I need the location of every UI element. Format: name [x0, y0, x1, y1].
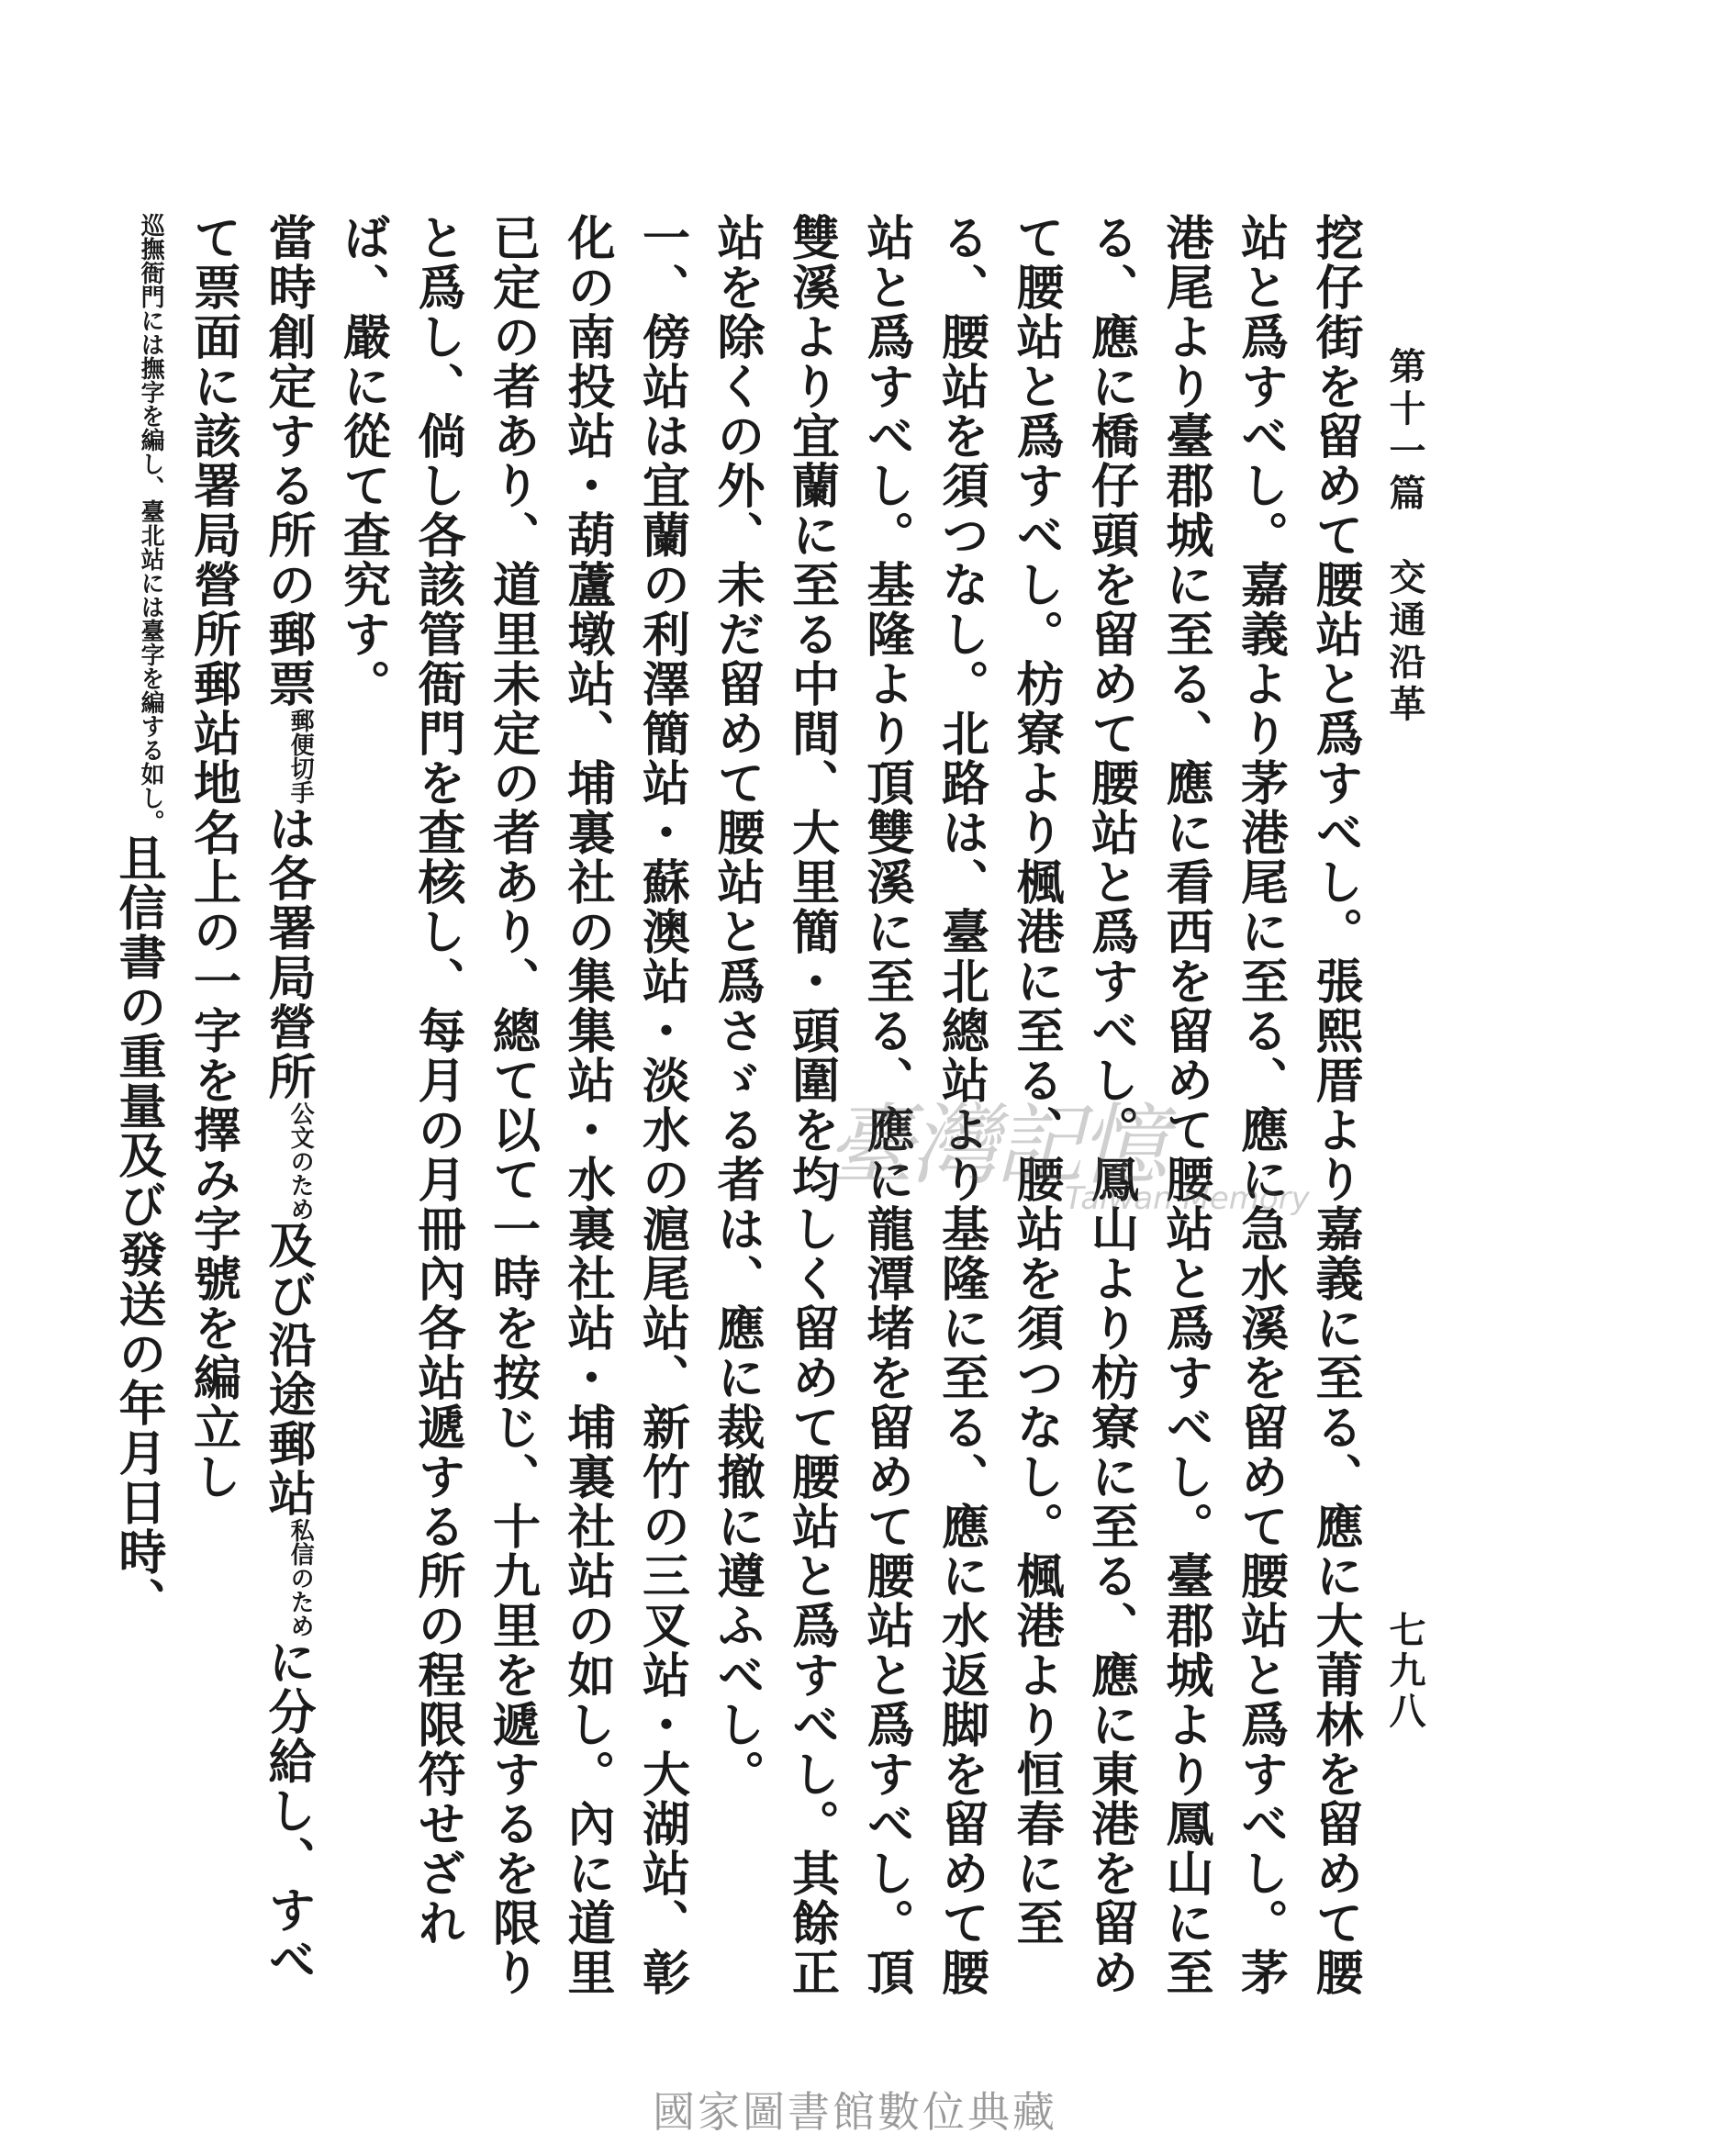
- body-text: [110, 213, 1372, 2012]
- paragraph-3-a: 當時創定する所の郵票: [260, 213, 316, 709]
- paragraph-3: [101, 213, 326, 2012]
- paragraph-3-e: 且信書の重量及び發送の年月日時、: [110, 833, 166, 1626]
- footer-credit: 國家圖書館數位典藏: [653, 2087, 1057, 2137]
- paragraph-3-c: 及び沿途郵站: [260, 1221, 316, 1518]
- paragraph-3-d: に分給し、すべて票面に該署局營所郵站地名上の一字を擇み字號を編立し: [184, 213, 316, 1984]
- paragraph-1: 挖仔街を留めて腰站と爲すべし。張熙厝より嘉義に至る、應に大莆林を留めて腰站と爲すべし。嘉義より茅港尾に至る、應に急水溪を留めて腰站と爲すべし。茅港尾より臺郡城に至る、應に看西を留めて腰站と爲すべし。臺郡城より鳳山に至る、應に橋仔頭を留めて腰站と爲すべし。鳳山より枋寮に至る、應に東港を留めて腰站と爲すべし。枋寮より楓港に至る、腰站を須つなし。楓港より恒春に至る、腰站を須つなし。北路は、臺北總站より基隆に至る、應に水返脚を留めて腰站と爲すべし。基隆より頂雙溪に至る、應に龍潭堵を留めて腰站と爲すべし。頂雙溪より宜蘭に至る中間、大里簡・頭圍を均しく留めて腰站と爲すべし。其餘正站を除くの外、未だ留めて腰站と爲さゞる者は、應に裁撤に遵ふべし。: [709, 213, 1363, 1997]
- note-office-code: 巡撫衙門には撫字を編し、臺北站には臺字を編する如し。: [137, 213, 165, 833]
- note-official: 公文のため: [286, 1101, 315, 1221]
- chapter-title: 第十一篇 交通沿革: [1383, 347, 1426, 727]
- note-stamp: 郵便切手: [286, 709, 315, 804]
- paragraph-3-b: は各署局營所: [260, 804, 316, 1101]
- page-number: 七九八: [1383, 1611, 1426, 1732]
- paragraph-2: 一、傍站は宜蘭の利澤簡站・蘇澳站・淡水の滬尾站、新竹の三叉站・大湖站、彰化の南投站・葫蘆墩站、埔裏社の集集站・水裏社站・埔裏社站の如し。內に道里已定の者あり、道里未定の者あり、總て以て一時を按じ、十九里を遞するを限りと爲し、倘し各該管衙門を查核し、每月の月冊內各站遞する所の程限符せざれば、嚴に從て查究す。: [334, 213, 690, 1997]
- watermark-english: Taiwan Memory: [1065, 1180, 1310, 1217]
- note-private: 私信のため: [286, 1518, 315, 1637]
- watermark-chinese: 臺灣記憶: [826, 1094, 1164, 1197]
